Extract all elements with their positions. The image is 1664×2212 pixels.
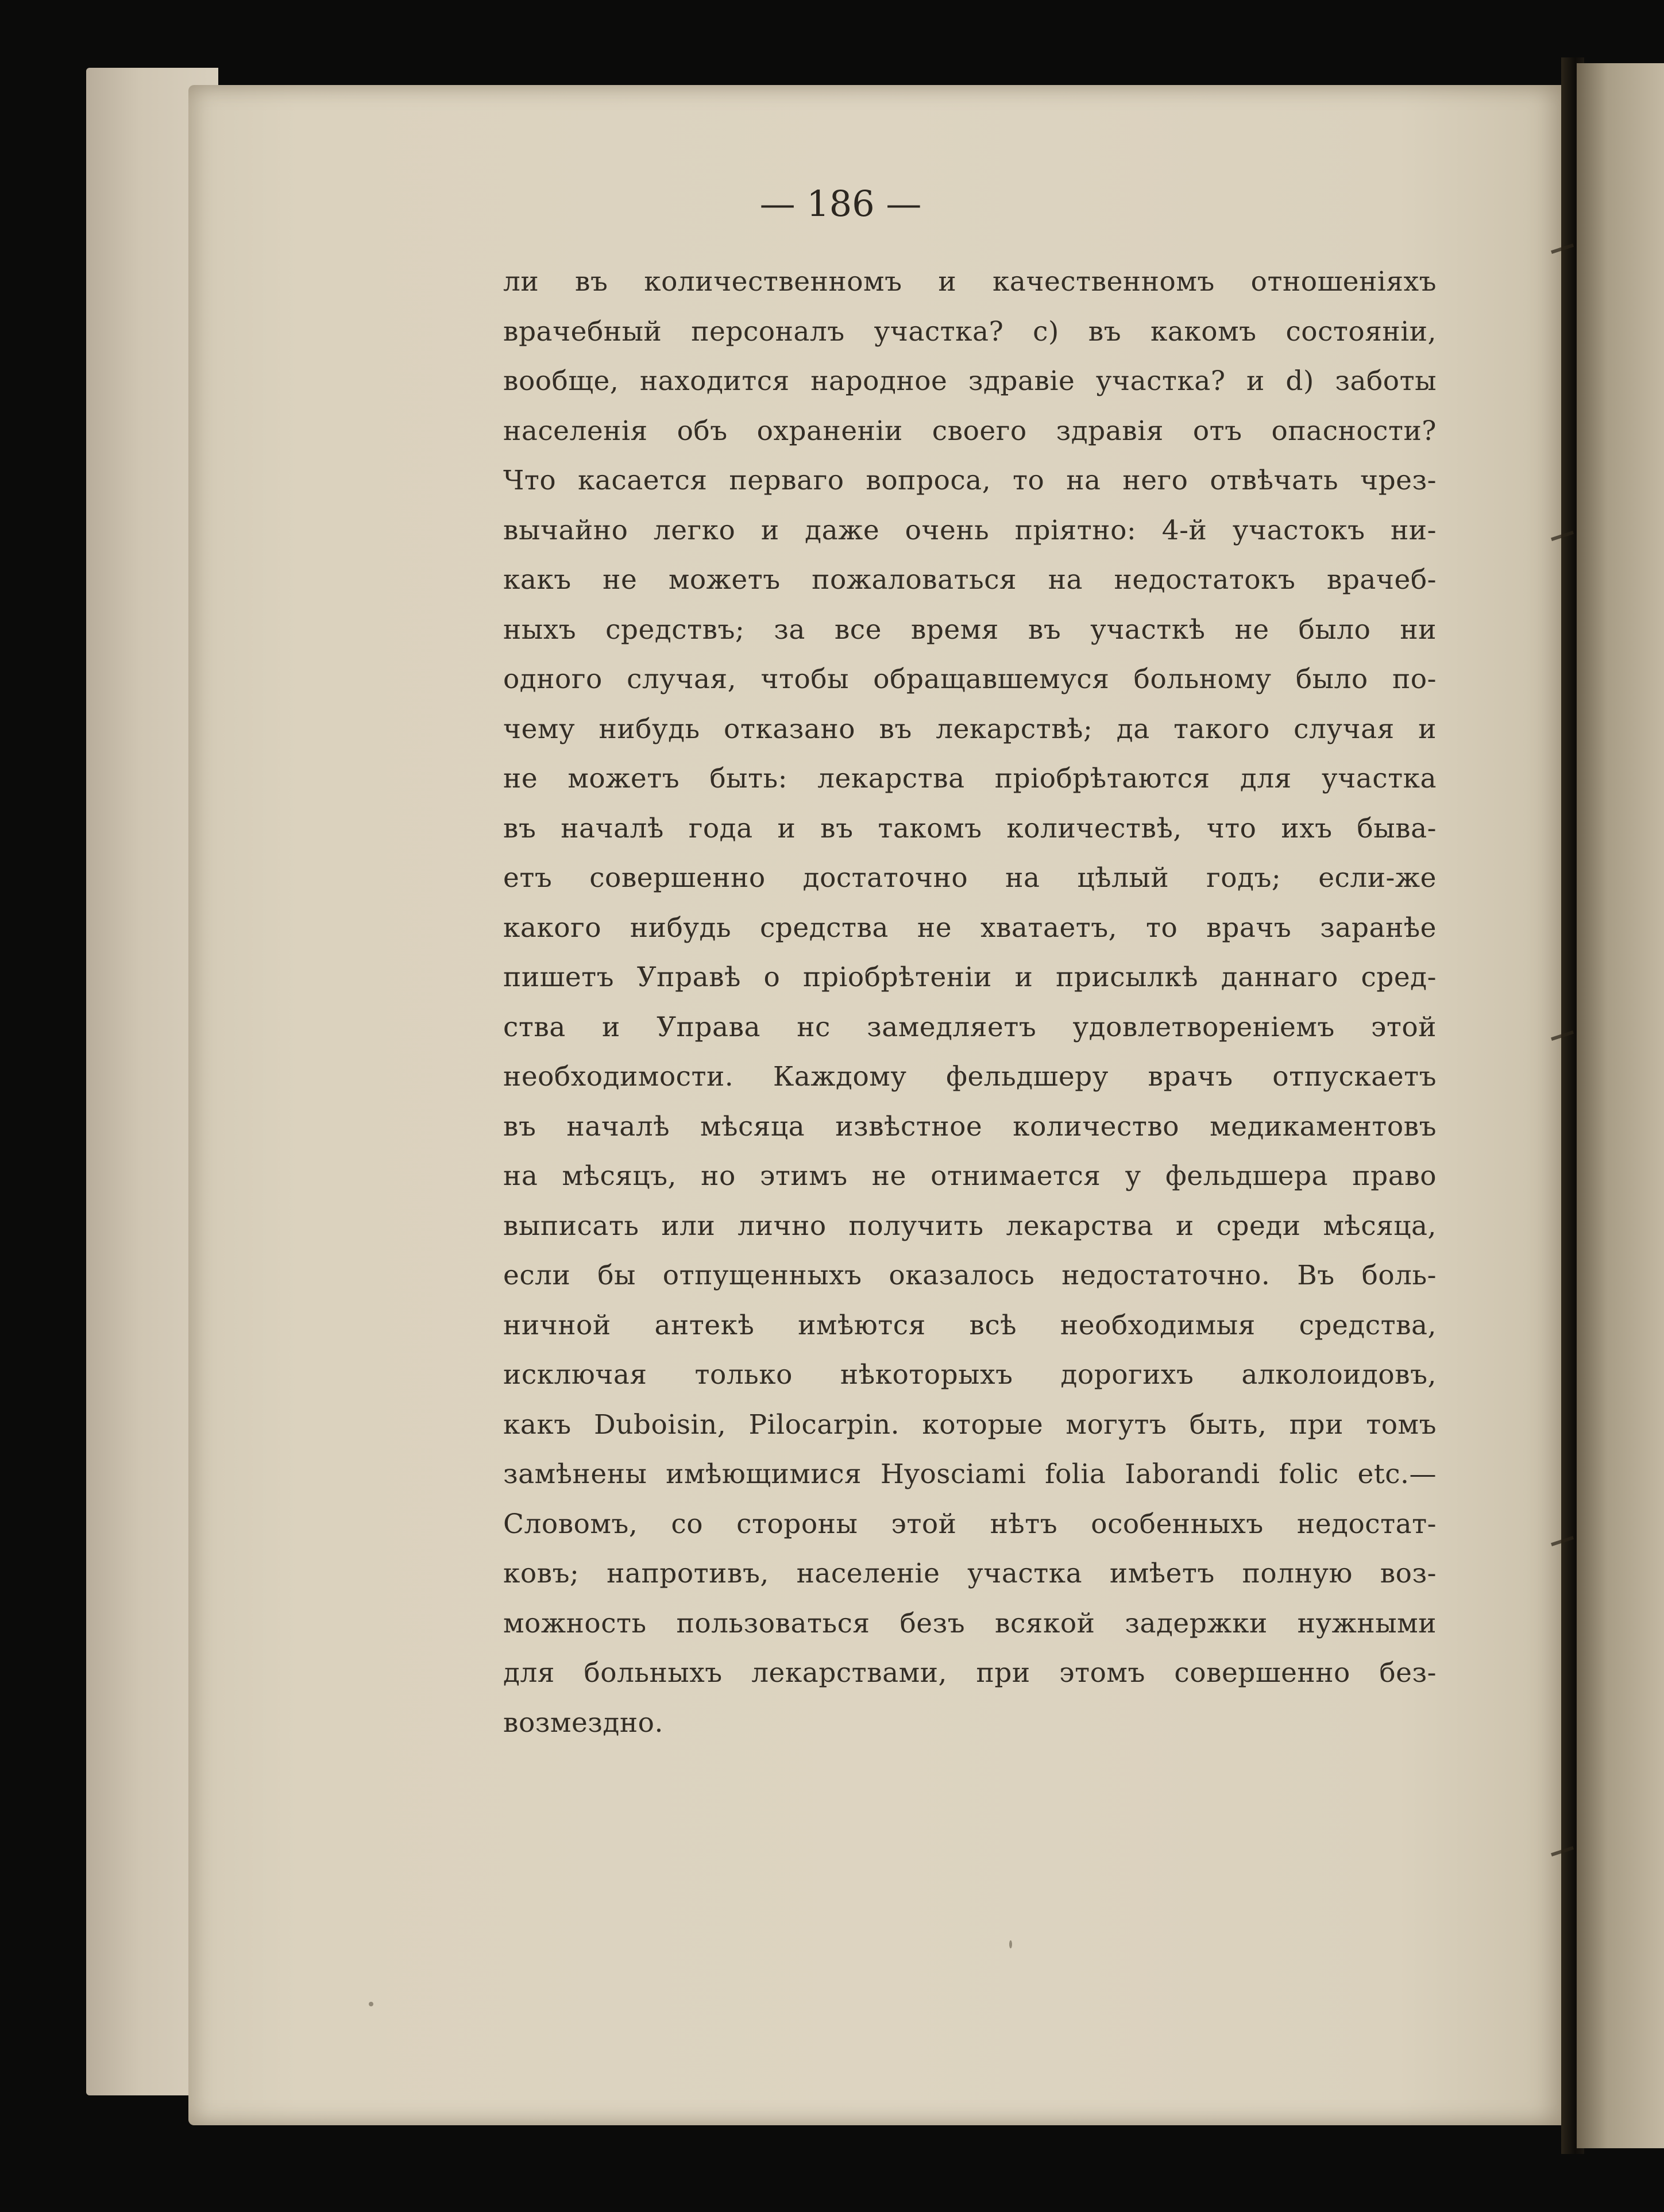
text-line: если бы отпущенныхъ оказалось недостаточно. Въ боль- [503,1260,1437,1291]
paper-speck [369,2002,373,2006]
text-line: замѣнены имѣющимися Hyosciami folia Iaborandi folic etc.— [503,1458,1437,1490]
text-line: чему нибудь отказано въ лекарствѣ; да такого случая и [503,713,1437,745]
text-line: етъ совершенно достаточно на цѣлый годъ; если-же [503,862,1437,894]
text-line: ничной антекѣ имѣются всѣ необходимыя средства, [503,1309,1437,1341]
text-line: ныхъ средствъ; за все время въ участкѣ не было ни [503,613,1437,646]
text-line: какъ Duboisin, Pilocarpin. которые могутъ быть, при томъ [503,1408,1437,1441]
text-line: Словомъ, со стороны этой нѣтъ особенныхъ недостат- [503,1508,1437,1540]
text-line: въ началѣ года и въ такомъ количествѣ, что ихъ быва- [503,812,1437,844]
facing-page-edge [1577,63,1664,2148]
page-body-text [503,257,1437,1748]
text-line: врачебный персоналъ участка? с) въ какомъ состояніи, [503,315,1437,348]
text-line: пишетъ Управѣ о пріобрѣтеніи и присылкѣ даннаго сред- [503,962,1437,993]
text-line: для больныхъ лекарствами, при этомъ совершенно без- [503,1657,1437,1689]
text-line: въ началѣ мѣсяца извѣстное количество медикаментовъ [503,1110,1437,1142]
page-number: — 186 — [759,183,922,225]
text-line: какого нибудь средства не хватаетъ, то врачъ заранѣе [503,912,1437,944]
text-line: исключая только нѣкоторыхъ дорогихъ алколоидовъ, [503,1359,1437,1391]
text-line: необходимости. Каждому фельдшеру врачъ отпускаетъ [503,1061,1437,1093]
text-line: ли въ количественномъ и качественномъ отношеніяхъ [503,266,1437,298]
text-line: населенія объ охраненіи своего здравія отъ опасности? [503,415,1437,447]
text-line: возмездно. [503,1707,663,1739]
text-line: не можетъ быть: лекарства пріобрѣтаются для участка [503,763,1437,794]
text-line: одного случая, чтобы обращавшемуся больному было по- [503,663,1437,695]
paper-speck [1009,1940,1012,1948]
text-line: вообще, находится народное здравіе участка? и d) заботы [503,365,1437,397]
text-line: можность пользоваться безъ всякой задержки нужными [503,1607,1437,1639]
text-line: Что касается перваго вопроса, то на него отвѣчать чрез- [503,465,1437,496]
text-line: вычайно легко и даже очень пріятно: 4-й участокъ ни- [503,514,1437,546]
text-line: выписать или лично получить лекарства и среди мѣсяца, [503,1210,1437,1242]
text-line: ства и Управа нс замедляетъ удовлетвореніемъ этой [503,1011,1437,1043]
text-line: ковъ; напротивъ, населеніе участка имѣетъ полную воз- [503,1558,1437,1589]
text-line: какъ не можетъ пожаловаться на недостатокъ врачеб- [503,564,1437,596]
text-line: на мѣсяцъ, но этимъ не отнимается у фельдшера право [503,1160,1437,1192]
